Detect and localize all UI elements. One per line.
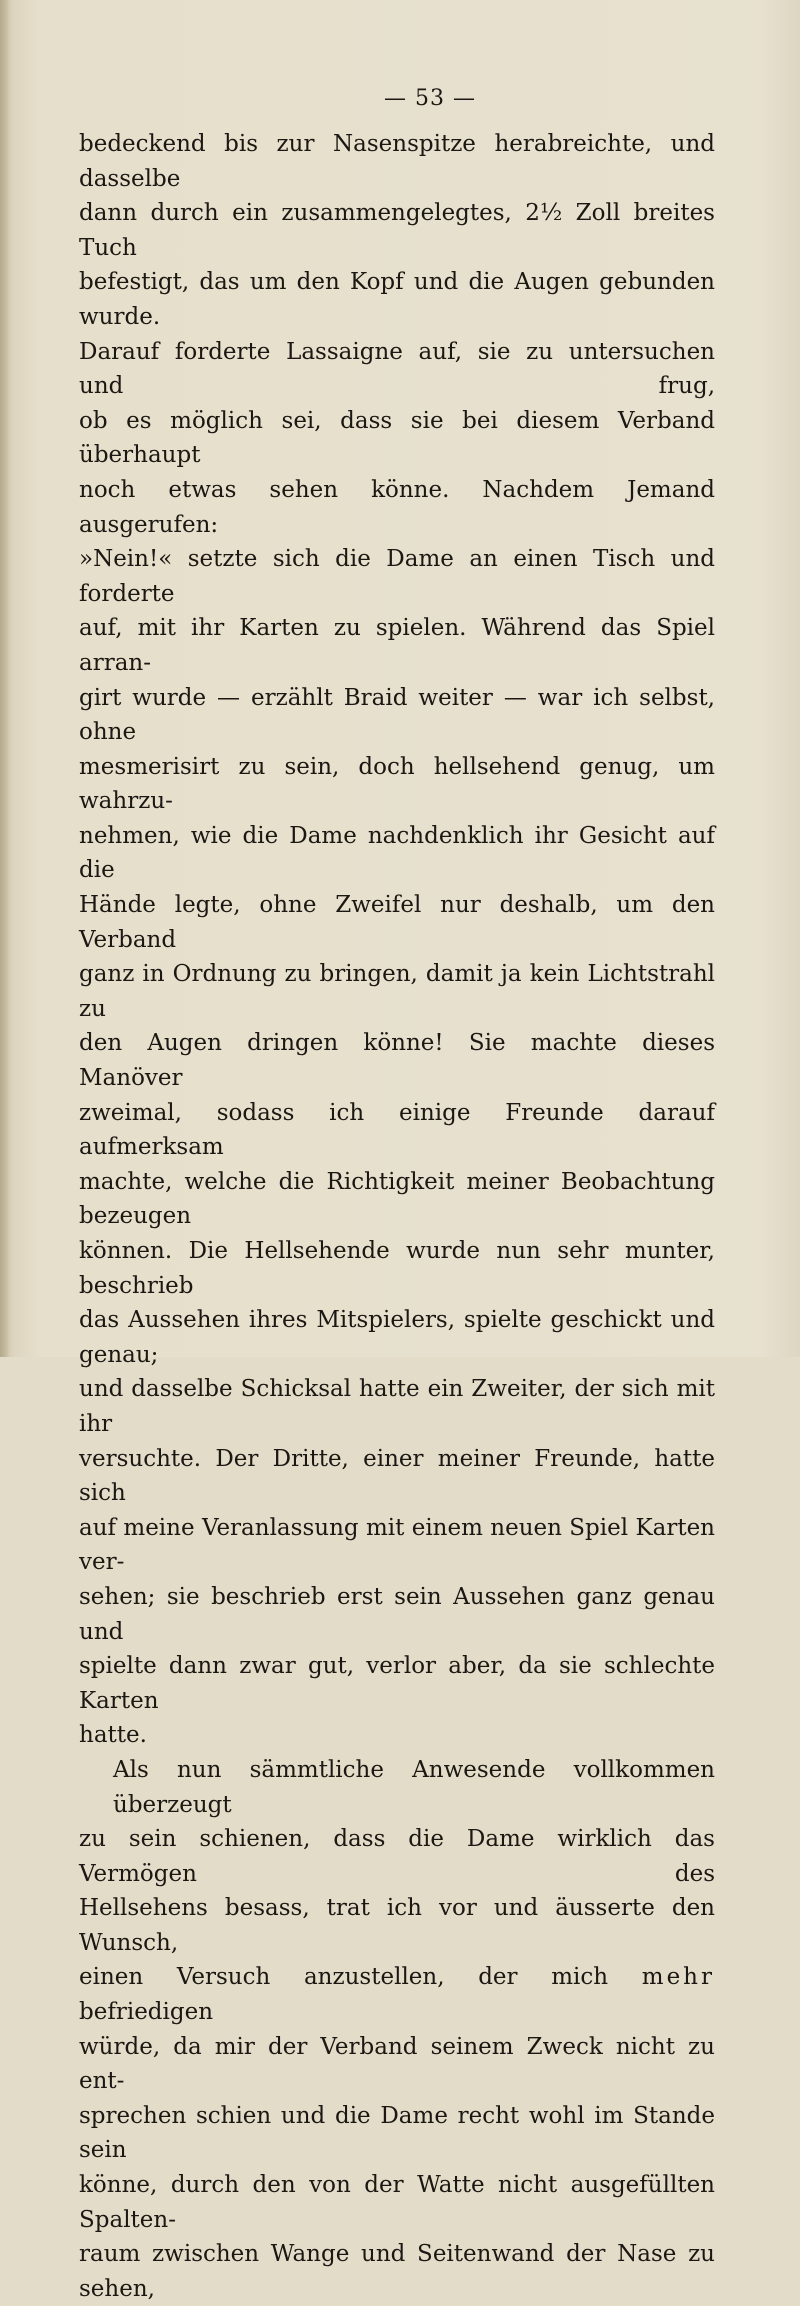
binding-gutter-shadow xyxy=(0,0,10,1357)
text-line: befestigt, das um den Kopf und die Augen gebunden wurde. xyxy=(79,269,715,330)
page-number: — 53 — xyxy=(384,86,476,111)
text-line: nehmen, wie die Dame nachdenklich ihr Gesicht auf die xyxy=(79,822,715,884)
text-line: sprechen schien und die Dame recht wohl im Stande sein xyxy=(79,2102,715,2164)
text-line: bedeckend bis zur Nasenspitze herabreichte, und dasselbe xyxy=(79,131,715,192)
text-line: Hellsehens besass, trat ich vor und äusserte den Wunsch, xyxy=(79,1895,715,1956)
text-line: den Augen dringen könne! Sie machte dieses Manöver xyxy=(79,1030,715,1092)
paragraph-2 xyxy=(79,1753,715,2306)
emphasized-word: mehr xyxy=(641,1964,715,1991)
text-segment: einen Versuch anzustellen, der mich xyxy=(79,1964,609,1991)
text-line: versuchte. Der Dritte, einer meiner Freunde, hatte sich xyxy=(79,1445,715,1507)
text-line: spielte dann zwar gut, verlor aber, da sie schlechte Karten xyxy=(79,1653,715,1714)
text-line: noch etwas sehen könne. Nachdem Jemand ausgerufen: xyxy=(79,476,715,538)
text-line: hatte. xyxy=(79,1722,147,1749)
text-line: auf, mit ihr Karten zu spielen. Während das Spiel arran- xyxy=(79,615,715,676)
text-line: Hände legte, ohne Zweifel nur deshalb, um den Verband xyxy=(79,892,715,953)
text-line: raum zwischen Wange und Seitenwand der Nase zu sehen, xyxy=(79,2241,715,2302)
text-line: Darauf forderte Lassaigne auf, sie zu untersuchen und frug, xyxy=(79,338,715,400)
text-line: ob es möglich sei, dass sie bei diesem Verband überhaupt xyxy=(79,407,715,469)
text-line: »Nein!« setzte sich die Dame an einen Tisch und forderte xyxy=(79,546,715,607)
text-line: zweimal, sodass ich einige Freunde darauf aufmerksam xyxy=(79,1099,715,1161)
paragraph-1 xyxy=(79,127,715,1753)
text-line: dann durch ein zusammengelegtes, 2½ Zoll breites Tuch xyxy=(79,200,715,261)
text-line xyxy=(79,1960,715,2029)
text-line: würde, da mir der Verband seinem Zweck nicht zu ent- xyxy=(79,2033,715,2095)
body-text xyxy=(79,127,715,2306)
text-line: können. Die Hellsehende wurde nun sehr munter, beschrieb xyxy=(79,1238,715,1299)
text-line: das Aussehen ihres Mitspielers, spielte geschickt und genau; xyxy=(79,1307,715,1368)
text-line: könne, durch den von der Watte nicht ausgefüllten Spalten- xyxy=(79,2172,715,2233)
text-line: auf meine Veranlassung mit einem neuen Spiel Karten ver- xyxy=(79,1514,715,1576)
text-line: ganz in Ordnung zu bringen, damit ja kein Lichtstrahl zu xyxy=(79,961,715,1022)
text-line: sehen; sie beschrieb erst sein Aussehen ganz genau und xyxy=(79,1583,715,1645)
text-line: mesmerisirt zu sein, doch hellsehend genug, um wahrzu- xyxy=(79,753,715,815)
text-line: Als nun sämmtliche Anwesende vollkommen überzeugt xyxy=(113,1756,715,1818)
text-segment: befriedigen xyxy=(79,1999,214,2026)
text-line: girt wurde — erzählt Braid weiter — war ich selbst, ohne xyxy=(79,684,715,746)
text-line: zu sein schienen, dass die Dame wirklich das Vermögen des xyxy=(79,1826,715,1887)
text-line: und dasselbe Schicksal hatte ein Zweiter, der sich mit ihr xyxy=(79,1376,715,1437)
text-line: machte, welche die Richtigkeit meiner Beobachtung bezeugen xyxy=(79,1168,715,1230)
